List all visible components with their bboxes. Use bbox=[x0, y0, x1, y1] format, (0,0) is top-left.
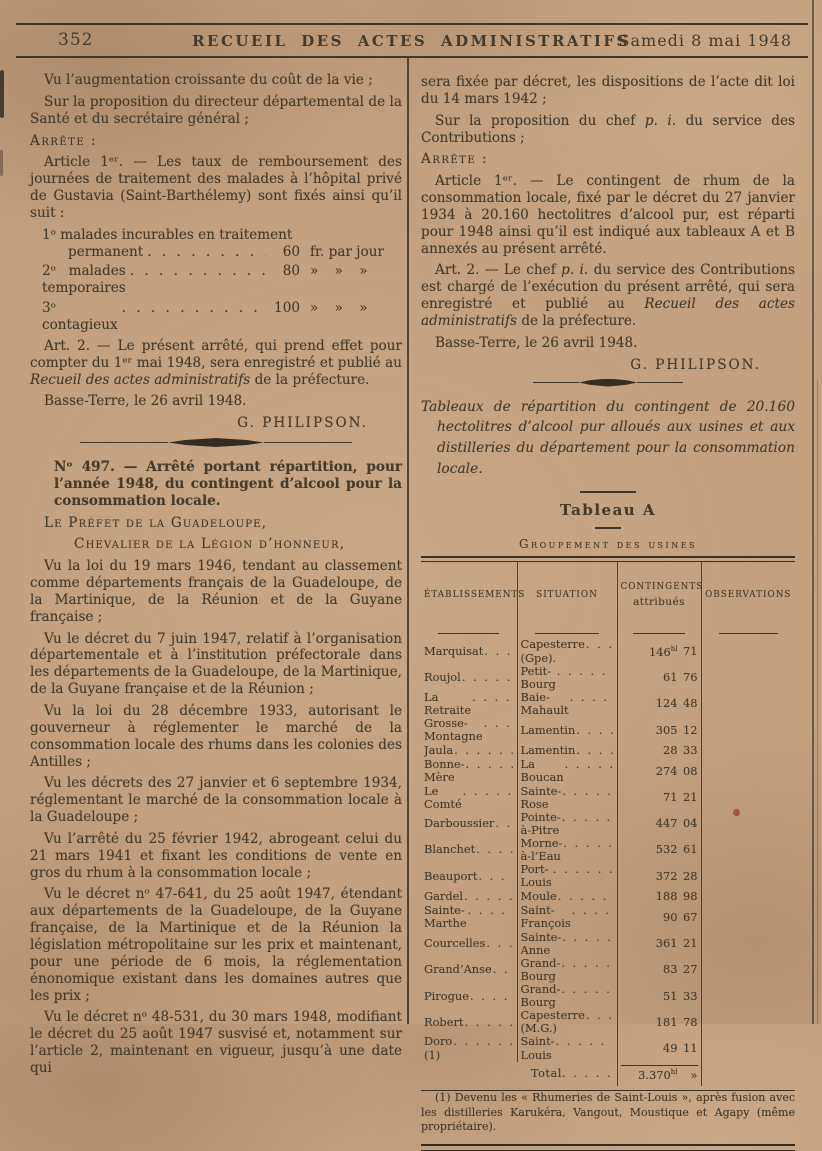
etablissement-cell: La Retraite . . . bbox=[421, 691, 517, 717]
leader-dots bbox=[576, 744, 612, 757]
journal-title: RECUEIL DES ACTES ADMINISTRATIFS bbox=[192, 32, 630, 50]
tariff-label: permanent bbox=[68, 243, 144, 260]
section-divider bbox=[421, 379, 795, 387]
leader-dots bbox=[468, 904, 513, 917]
header-top-rule bbox=[16, 23, 808, 25]
proposition-paragraph bbox=[421, 113, 795, 147]
situation-cell: La Boucan . . . bbox=[517, 758, 617, 784]
signature: G. PHILIPSON. bbox=[237, 415, 368, 432]
contingent-cell: 83 27 bbox=[617, 957, 701, 983]
etablissement-cell: Beauport . . . bbox=[421, 863, 517, 889]
observations-cell bbox=[701, 638, 795, 664]
situation-cell: Port-Louis . . . bbox=[517, 863, 617, 889]
table-row bbox=[421, 931, 795, 957]
etablissement-cell: Sainte-Marthe . . . bbox=[421, 904, 517, 930]
header-underline-row bbox=[421, 628, 795, 638]
table-row bbox=[421, 665, 795, 691]
situation-cell: Petit-Bourg . . . bbox=[517, 665, 617, 691]
tariff-value: 100 bbox=[274, 300, 300, 317]
table-row bbox=[421, 957, 795, 983]
page-bottom-double-rule bbox=[421, 1144, 795, 1151]
situation-cell: Baie-Mahault . . . bbox=[517, 691, 617, 717]
etablissement-cell: Le Comté . . . bbox=[421, 785, 517, 811]
situation-cell: Pointe-à-Pitre . . . bbox=[517, 811, 617, 837]
contingent-cell: 447 04 bbox=[617, 811, 701, 837]
table-row bbox=[421, 1035, 795, 1061]
situation-cell: Saint-François . . . bbox=[517, 904, 617, 930]
etablissement-cell: Roujol . . . bbox=[421, 665, 517, 691]
contingent-cell: 372 28 bbox=[617, 863, 701, 889]
leader-dots bbox=[570, 691, 613, 704]
tariff-item-2 bbox=[42, 263, 402, 297]
notice-heading bbox=[30, 459, 402, 510]
total-row bbox=[421, 1062, 795, 1086]
leader-dots bbox=[130, 263, 266, 280]
article-1: Article 1ᵉʳ. — Les taux de remboursement des journées de traitement des malades à l’hôpital privé de Gustavia (Saint-Barthélemy) sont fixés ainsi qu’il suit : bbox=[30, 154, 402, 221]
column-divider bbox=[407, 58, 409, 1024]
page-number: 352 bbox=[58, 30, 94, 50]
usines-table-body bbox=[421, 638, 795, 1061]
table-row bbox=[421, 889, 795, 904]
contingent-cell: 61 76 bbox=[617, 665, 701, 691]
etablissement-cell: Marquisat . . . bbox=[421, 638, 517, 664]
total-label: Total bbox=[530, 1066, 562, 1081]
situation-cell: Sainte-Anne . . . bbox=[517, 931, 617, 957]
leader-dots bbox=[586, 638, 613, 651]
etablissement-cell: Jaula . . . bbox=[421, 743, 517, 758]
header-dash bbox=[701, 628, 795, 638]
situation-cell: Sainte-Rose . . . bbox=[517, 785, 617, 811]
leader-dots bbox=[470, 990, 513, 1003]
vu-paragraph: Vu la loi du 19 mars 1946, tendant au classement comme départements français de la Guadeloupe, de la Martinique, de la Réunion et de la Guyane française ; bbox=[30, 558, 402, 625]
total-value: $3.370^{hl}$ bbox=[638, 1068, 678, 1083]
article-2-text: de la préfecture. bbox=[250, 371, 370, 388]
situation-cell: Moule . . . bbox=[517, 889, 617, 904]
contingent-cell: 274 08 bbox=[617, 758, 701, 784]
leader-dots bbox=[466, 758, 513, 771]
tariff-label: 2ᵒ malades temporaires bbox=[42, 263, 126, 297]
article-2 bbox=[30, 338, 402, 389]
col-situation: SITUATION bbox=[517, 562, 617, 628]
header-dash bbox=[421, 628, 517, 638]
leader-dots bbox=[122, 300, 266, 317]
table-row bbox=[421, 717, 795, 743]
situation-cell: Morne-à-l’Eau . . . bbox=[517, 837, 617, 863]
leader-dots bbox=[565, 758, 613, 771]
observations-cell bbox=[701, 743, 795, 758]
etablissement-cell: Blanchet . . . bbox=[421, 837, 517, 863]
situation-cell: Lamentin . . . bbox=[517, 743, 617, 758]
observations-cell bbox=[701, 665, 795, 691]
leader-dots bbox=[561, 957, 612, 970]
table-row bbox=[421, 638, 795, 664]
vu-paragraph: Vu les décrets des 27 janvier et 6 septembre 1934, réglementant le marché de la consommation locale à la Guadeloupe ; bbox=[30, 775, 402, 826]
leader-dots bbox=[486, 937, 512, 950]
contingent-cell: 49 11 bbox=[617, 1035, 701, 1061]
contingent-cell: 532 61 bbox=[617, 837, 701, 863]
leader-dots bbox=[493, 963, 513, 976]
leader-dots bbox=[553, 863, 613, 876]
observations-cell bbox=[701, 889, 795, 904]
contingent-cell: 361 21 bbox=[617, 931, 701, 957]
tariff-value: 80 bbox=[282, 263, 300, 280]
leader-dots bbox=[572, 904, 613, 917]
observations-cell bbox=[701, 957, 795, 983]
usines-table bbox=[421, 562, 795, 1085]
table-row bbox=[421, 691, 795, 717]
observations-cell bbox=[701, 691, 795, 717]
paragraph: Sur la proposition du directeur départemental de la Santé et du secrétaire général ; bbox=[30, 93, 402, 127]
scan-smudge bbox=[0, 150, 3, 176]
header-bottom-rule bbox=[16, 56, 808, 58]
proposition-text: du service des Contributions ; bbox=[421, 112, 795, 146]
leader-dots bbox=[558, 890, 613, 903]
right-column bbox=[421, 74, 795, 1151]
tariff-item-1-line-2 bbox=[42, 244, 402, 261]
place-date: Basse-Terre, le 26 avril 1948. bbox=[435, 334, 638, 351]
contingent-cell: 71 21 bbox=[617, 785, 701, 811]
tariff-label: 3ᵒ contagieux bbox=[42, 300, 118, 333]
col-etablissements: ÉTABLISSEMENTS bbox=[424, 590, 526, 601]
observations-cell bbox=[701, 717, 795, 743]
table-row bbox=[421, 743, 795, 758]
paragraph: Vu l’augmentation croissante du coût de la vie ; bbox=[44, 72, 373, 88]
leader-dots bbox=[454, 744, 512, 757]
small-divider bbox=[580, 491, 636, 493]
table-row bbox=[421, 785, 795, 811]
observations-cell bbox=[701, 983, 795, 1009]
header-dash bbox=[517, 628, 617, 638]
hectolitre-superscript: hl bbox=[670, 644, 678, 653]
situation-cell: Lamentin . . . bbox=[517, 717, 617, 743]
tariff-item-1-line-1 bbox=[42, 227, 402, 244]
paragraph: sera fixée par décret, les dispositions de l’acte dit loi du 14 mars 1942 ; bbox=[421, 74, 795, 107]
article-2-text: Art. 2. — Le présent arrêté, qui prend effet pour compter du 1ᵉʳ mai 1948, sera enregistré et publié au bbox=[30, 337, 402, 371]
page-edge-line bbox=[812, 0, 814, 1024]
prefect-title-1: Le Préfet de la Guadeloupe, bbox=[44, 514, 268, 531]
table-row bbox=[421, 1009, 795, 1035]
observations-cell bbox=[701, 1009, 795, 1035]
header-dash bbox=[617, 628, 701, 638]
article-2 bbox=[421, 262, 795, 329]
page-edge-line-2 bbox=[817, 380, 818, 1024]
leader-dots bbox=[556, 1035, 613, 1048]
situation-cell: Saint-Louis . . . bbox=[517, 1035, 617, 1061]
leader-dots bbox=[465, 1016, 513, 1029]
leader-dots bbox=[563, 837, 612, 850]
tariff-value: 60 bbox=[282, 243, 300, 260]
title-underline bbox=[595, 527, 621, 528]
divider-diamond bbox=[579, 379, 637, 387]
place-date: Basse-Terre, le 26 avril 1948. bbox=[44, 393, 247, 410]
journal-reference: Recueil des actes administratifs bbox=[30, 371, 251, 388]
observations-cell bbox=[701, 1062, 795, 1086]
contingent-cell: 305 12 bbox=[617, 717, 701, 743]
prefect-title-2: Chevalier de la Légion d’honneur, bbox=[74, 536, 346, 553]
leader-dots bbox=[557, 665, 613, 678]
leader-dots bbox=[484, 645, 512, 658]
col-contingents-line2: attribués bbox=[633, 596, 685, 609]
footnote: (1) Devenu les « Rhumeries de Saint-Louis », après fusion avec les distilleries Karukéra, Vangout, Moustique et Agapy (même propriétaire). bbox=[421, 1091, 795, 1133]
interim-abbreviation: p. i. bbox=[644, 112, 677, 129]
leader-dots bbox=[464, 890, 512, 903]
etablissement-cell: Grand’Anse . . . bbox=[421, 957, 517, 983]
col-contingents bbox=[617, 562, 704, 628]
divider-line bbox=[80, 442, 168, 443]
tariff-label: 1ᵒ malades incurables en traitement bbox=[42, 226, 293, 243]
leader-dots bbox=[476, 843, 512, 856]
tariff-unit: fr. par jour bbox=[310, 243, 384, 260]
etablissement-cell: Robert . . . bbox=[421, 1009, 517, 1035]
observations-cell bbox=[701, 811, 795, 837]
leader-dots bbox=[462, 671, 513, 684]
etablissement-cell: Gardel . . . bbox=[421, 889, 517, 904]
observations-cell bbox=[701, 1035, 795, 1061]
etablissement-cell: Darboussier . . . bbox=[421, 811, 517, 837]
leader-dots bbox=[495, 817, 512, 830]
table-header-row bbox=[421, 562, 795, 628]
leader-dots bbox=[484, 717, 513, 730]
situation-cell: Grand-Bourg . . . bbox=[517, 983, 617, 1009]
leader-dots bbox=[561, 983, 612, 996]
tariff-item-3 bbox=[42, 300, 402, 334]
proposition-text: Sur la proposition du chef bbox=[435, 112, 645, 129]
etablissement-cell: Courcelles . . . bbox=[421, 931, 517, 957]
arrete-label: Arrête : bbox=[421, 151, 489, 168]
table-row bbox=[421, 863, 795, 889]
leader-dots bbox=[562, 785, 612, 798]
contingent-cell: 181 78 bbox=[617, 1009, 701, 1035]
situation-cell: Capesterre (Gpe). . . . bbox=[517, 638, 617, 664]
contingent-cell: 28 33 bbox=[617, 743, 701, 758]
vu-paragraph: Vu la loi du 28 décembre 1933, autorisant le gouverneur à réglementer le marché de la consommation locale des rhums dans les colonies des Antilles ; bbox=[30, 703, 402, 770]
situation-cell: Grand-Bourg . . . bbox=[517, 957, 617, 983]
leader-dots bbox=[562, 931, 612, 944]
article-2-text: du service des Contributions est chargé de l’exécution du présent arrêté, qui sera enregistré et publié au bbox=[421, 262, 796, 313]
divider-line bbox=[533, 382, 579, 383]
divider-diamond bbox=[168, 438, 264, 447]
total-label-cell bbox=[421, 1062, 617, 1086]
col-observations: OBSERVATIONS bbox=[701, 562, 795, 628]
etablissement-cell: Bonne-Mère . . . bbox=[421, 758, 517, 784]
signature: G. PHILIPSON. bbox=[630, 356, 761, 373]
etablissement-cell: Pirogue . . . bbox=[421, 983, 517, 1009]
observations-cell bbox=[701, 758, 795, 784]
article-2-text: de la préfecture. bbox=[517, 312, 637, 329]
vu-paragraph: Vu l’arrêté du 25 février 1942, abrogeant celui du 21 mars 1941 et fixant les conditions de vente en gros du rhum à la consommation locale ; bbox=[30, 830, 402, 881]
col-contingents-line1: CONTINGENTS bbox=[620, 582, 704, 593]
tariff-unit: » » » bbox=[310, 263, 368, 280]
contingent-cell: 90 67 bbox=[617, 904, 701, 930]
contingent-cell: 51 33 bbox=[617, 983, 701, 1009]
leader-dots bbox=[586, 1009, 613, 1022]
journal-reference: Recueil des actes administratifs bbox=[421, 296, 795, 329]
notice-heading-text: Nᵒ 497. — Arrêté portant répartition, pour l’année 1948, du contingent d’alcool pour la consommation locale. bbox=[54, 459, 402, 509]
hectolitre-superscript: hl bbox=[670, 1068, 678, 1077]
leader-dots bbox=[463, 785, 513, 798]
leader-dots bbox=[562, 811, 613, 824]
article-2-text: Art. 2. — Le chef bbox=[435, 262, 562, 279]
observations-cell bbox=[701, 904, 795, 930]
leader-dots bbox=[478, 870, 512, 883]
contingent-cell: $146^{hl}$ 71 bbox=[617, 638, 701, 664]
etablissement-cell: Doro (1) . . . bbox=[421, 1035, 517, 1061]
observations-cell bbox=[701, 931, 795, 957]
article-1: Article 1ᵉʳ. — Le contingent de rhum de la consommation locale, fixé par le décret du 27 janvier 1934 à 20.160 hectolitres d’alcool pur, est réparti pour 1948 ainsi qu’il est indiqué aux tableaux A et B annexés au présent arrêté. bbox=[421, 173, 795, 257]
total-decimal: » bbox=[690, 1068, 698, 1083]
contingent-cell: 188 98 bbox=[617, 889, 701, 904]
left-column bbox=[30, 72, 402, 1082]
total-value-cell bbox=[617, 1062, 701, 1086]
table-row bbox=[421, 837, 795, 863]
table-caption: Tableaux de répartition du contingent de 20.160 hectolitres d’alcool pur alloués aux usines et aux distilleries du département pour la consommation locale. bbox=[421, 398, 795, 477]
vu-paragraph: Vu le décret nᵒ 47-641, du 25 août 1947, étendant aux départements de la Guadeloupe, de la Guyane française, de la Martinique et de la Réunion la législation métropolitaine sur les prix et maintenant, pour une période de 6 mois, la réglementation énonomique existant dans les domaines autres que les prix ; bbox=[30, 886, 402, 1004]
leader-dots bbox=[472, 691, 512, 704]
table-row bbox=[421, 904, 795, 930]
leader-dots bbox=[453, 1035, 512, 1048]
arrete-label: Arrête : bbox=[30, 132, 98, 149]
observations-cell bbox=[701, 785, 795, 811]
divider-line bbox=[637, 382, 683, 383]
section-divider bbox=[30, 438, 402, 447]
vu-paragraph: Vu le décret nᵒ 48-531, du 30 mars 1948, modifiant le décret du 25 août 1947 susvisé et, notamment sur l’article 2, maintenant en vigueur, jusqu’à une date qui bbox=[30, 1009, 402, 1076]
table-row bbox=[421, 758, 795, 784]
tariff-list bbox=[42, 227, 402, 334]
divider-line bbox=[264, 442, 352, 443]
etablissement-cell: Grosse-Montagne . . . bbox=[421, 717, 517, 743]
scan-smudge bbox=[0, 70, 4, 118]
issue-date: Samedi 8 mai 1948 bbox=[618, 31, 792, 50]
tableau-a-title: Tableau A bbox=[559, 500, 657, 519]
tableau-a-subtitle: Groupement des usines bbox=[518, 536, 698, 551]
contingent-cell: 124 48 bbox=[617, 691, 701, 717]
tariff-unit: » » » bbox=[310, 300, 368, 317]
vu-paragraph: Vu le décret du 7 juin 1947, relatif à l’organisation départementale et à l’institution préfectorale dans les départements de la Guadeloupe, de la Martinique, de la Guyane française et de la Réunion ; bbox=[30, 630, 402, 698]
leader-dots bbox=[576, 724, 612, 737]
situation-cell: Capesterre (M.G.) . . . bbox=[517, 1009, 617, 1035]
table-row bbox=[421, 983, 795, 1009]
observations-cell bbox=[701, 863, 795, 889]
leader-dots bbox=[147, 244, 266, 261]
interim-abbreviation: p. i. bbox=[561, 262, 589, 279]
table-row bbox=[421, 811, 795, 837]
observations-cell bbox=[701, 837, 795, 863]
leader-dots: . . . . . bbox=[561, 1066, 613, 1081]
